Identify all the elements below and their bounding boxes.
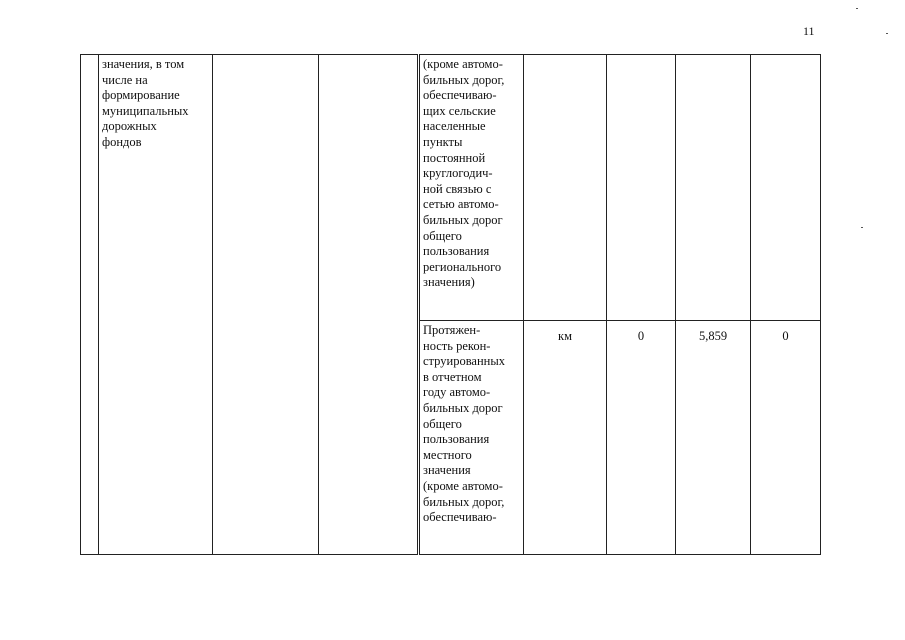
table-cell-indicator: (кроме автомо- бильных дорог, обеспечиваю- щих сельские населенные пункты постоянной круглогодич- ной связью с сетью автомо- бильных дорог общего пользования регионального значения)	[419, 55, 524, 321]
scan-speck	[856, 8, 858, 9]
table-cell-indicator: Протяжен- ность рекон- струированных в отчетном году автомо- бильных дорог общего пользования местного значения (кроме автомо- бильных дорог, обеспечиваю-	[419, 321, 524, 555]
table-cell-value: 0	[751, 321, 821, 555]
table-cell-index	[81, 55, 99, 555]
table-cell-description: значения, в том числе на формирование муниципальных дорожных фондов	[99, 55, 213, 555]
scan-speck	[886, 33, 888, 34]
table-cell-value	[607, 55, 676, 321]
table-row	[81, 55, 821, 321]
table-cell-value: 5,859	[676, 321, 751, 555]
table-cell-unit: км	[524, 321, 607, 555]
table-cell-empty	[213, 55, 319, 555]
table-cell-unit	[524, 55, 607, 321]
indicators-table	[80, 54, 821, 555]
page-number: 11	[803, 24, 815, 38]
table-cell-value: 0	[607, 321, 676, 555]
table-cell-empty	[319, 55, 419, 555]
scan-speck	[861, 227, 863, 228]
table-cell-value	[676, 55, 751, 321]
table-cell-value	[751, 55, 821, 321]
